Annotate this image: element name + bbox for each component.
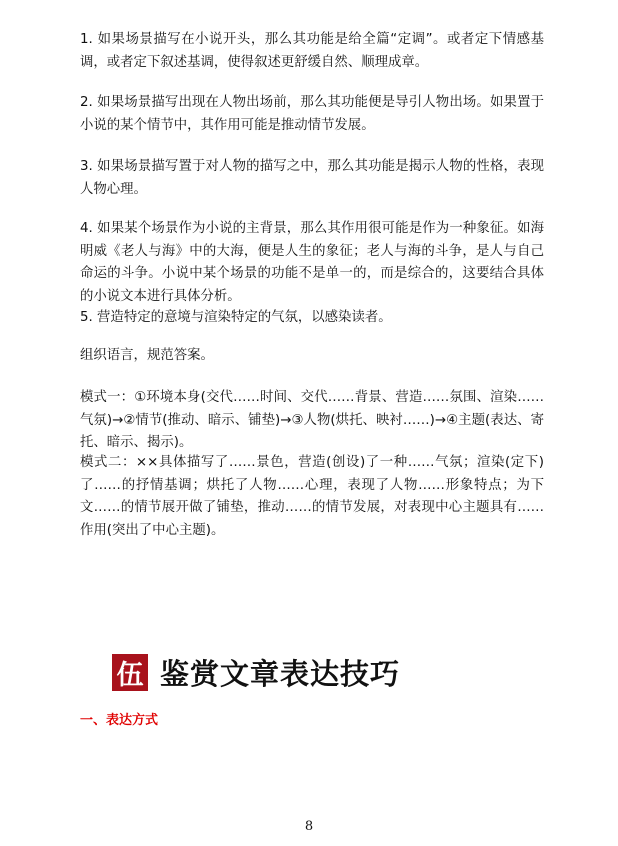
section-heading (112, 652, 400, 693)
paragraph-pattern-1: 模式一：①环境本身(交代……时间、交代……背景、营造……氛围、渲染……气氛)→②情节(推动、暗示、铺垫)→③人物(烘托、映衬……)→④主题(表达、寄托、暗示、揭示)。 (80, 390, 544, 451)
section-title: 鉴赏文章表达技巧 (160, 657, 401, 691)
paragraph-2: 2. 如果场景描写出现在人物出场前，那么其功能便是导引人物出场。如果置于小说的某个情节中，其作用可能是推动情节发展。 (80, 95, 544, 133)
section-number-badge: 伍 (112, 654, 148, 691)
paragraph-4: 4. 如果某个场景作为小说的主背景，那么其作用很可能是作为一种象征。如海明威《老人与海》中的大海，便是人生的象征；老人与海的斗争，是人与自己命运的斗争。小说中某个场景的功能不是单一的，而是综合的，这要结合具体的小说文本进行具体分析。 (80, 221, 544, 304)
paragraph-3: 3. 如果场景描写置于对人物的描写之中，那么其功能是揭示人物的性格，表现人物心理。 (80, 159, 544, 197)
paragraph-1: 1. 如果场景描写在小说开头，那么其功能是给全篇“定调”。或者定下情感基调，或者定下叙述基调，使得叙述更舒缓自然、顺理成章。 (80, 32, 544, 70)
page-number: 8 (304, 819, 314, 834)
paragraph-pattern-2: 模式二：××具体描写了……景色，营造(创设)了一种……气氛；渲染(定下)了……的抒情基调；烘托了人物……心理，表现了人物……形象特点；为下文……的情节展开做了铺垫，推动……的情节发展，对表现中心主题具有……作用(突出了中心主题)。 (80, 455, 544, 538)
paragraph-answer-note: 组织语言，规范答案。 (80, 348, 214, 363)
paragraph-5: 5. 营造特定的意境与渲染特定的气氛，以感染读者。 (80, 310, 392, 325)
subheading: 一、表达方式 (80, 713, 159, 728)
